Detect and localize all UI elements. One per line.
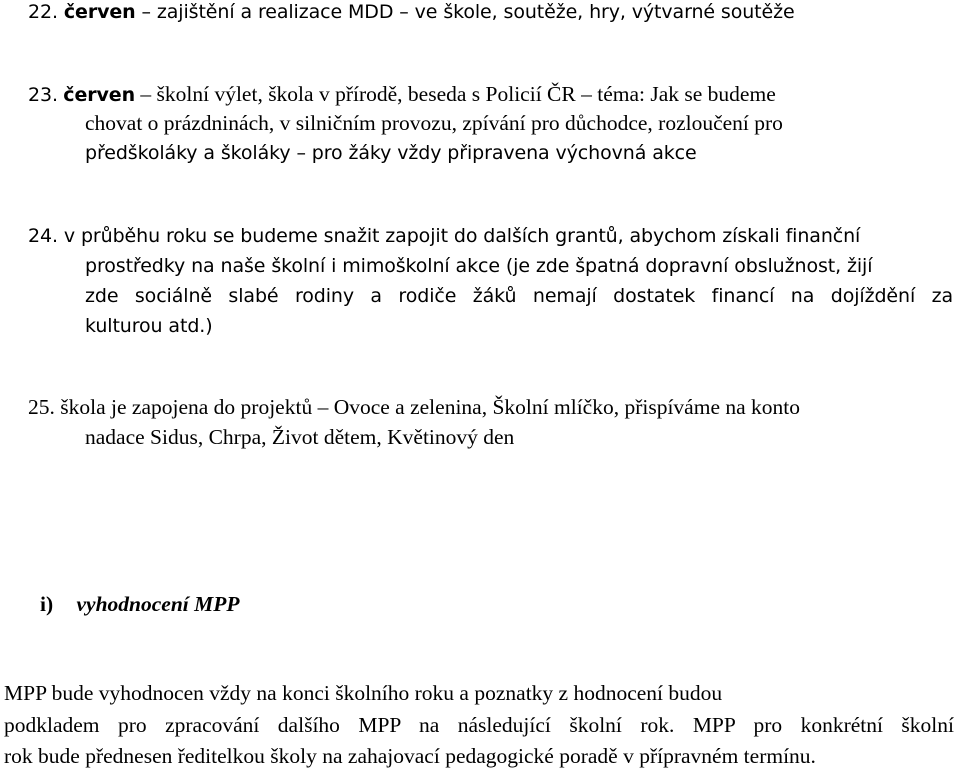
item-23-line-1	[28, 80, 776, 110]
item-number: 24.	[28, 225, 58, 247]
section-number: i)	[40, 592, 54, 616]
item-text: – zajištění a realizace MDD – ve škole, soutěže, hry, výtvarné soutěže	[141, 1, 795, 23]
item-24-line-4: kulturou atd.)	[85, 315, 213, 337]
item-keyword: červen	[63, 1, 136, 23]
item-text: v průběhu roku se budeme snažit zapojit do dalších grantů, abychom získali finanční	[63, 225, 861, 247]
item-23-line-2: chovat o prázdninách, v silničním provozu, zpívání pro důchodce, rozloučení pro	[85, 111, 783, 135]
closing-line-3: rok bude přednesen ředitelkou školy na zahajovací pedagogické poradě v přípravném termínu.	[4, 744, 816, 768]
closing-line-2: podkladem pro zpracování dalšího MPP na následující školní rok. MPP pro konkrétní školní	[4, 713, 954, 737]
item-23-line-3: předškoláky a školáky – pro žáky vždy připravena výchovná akce	[85, 142, 697, 164]
item-number: 22.	[28, 1, 58, 23]
item-text: – školní výlet, škola v přírodě, beseda s Policií ČR – téma: Jak se budeme	[140, 82, 776, 106]
item-25-line-2: nadace Sidus, Chrpa, Život dětem, Květinový den	[85, 425, 515, 449]
item-24-line-1	[28, 222, 860, 251]
item-text: škola je zapojena do projektů – Ovoce a zelenina, Školní mlíčko, přispíváme na konto	[60, 395, 801, 419]
item-25-line-1	[28, 393, 800, 422]
closing-line-1: MPP bude vyhodnocen vždy na konci školního roku a poznatky z hodnocení budou	[4, 681, 723, 705]
section-title: vyhodnocení MPP	[76, 592, 240, 616]
item-number: 23.	[28, 84, 58, 106]
item-keyword: červen	[63, 84, 136, 106]
item-24-line-3: zde sociálně slabé rodiny a rodiče žáků nemají dostatek financí na dojíždění za	[85, 285, 953, 307]
item-number: 25.	[28, 395, 55, 419]
item-24-line-2: prostředky na naše školní i mimoškolní akce (je zde špatná dopravní obslužnost, žijí	[85, 255, 873, 277]
section-heading	[40, 590, 240, 619]
item-22	[28, 0, 795, 27]
